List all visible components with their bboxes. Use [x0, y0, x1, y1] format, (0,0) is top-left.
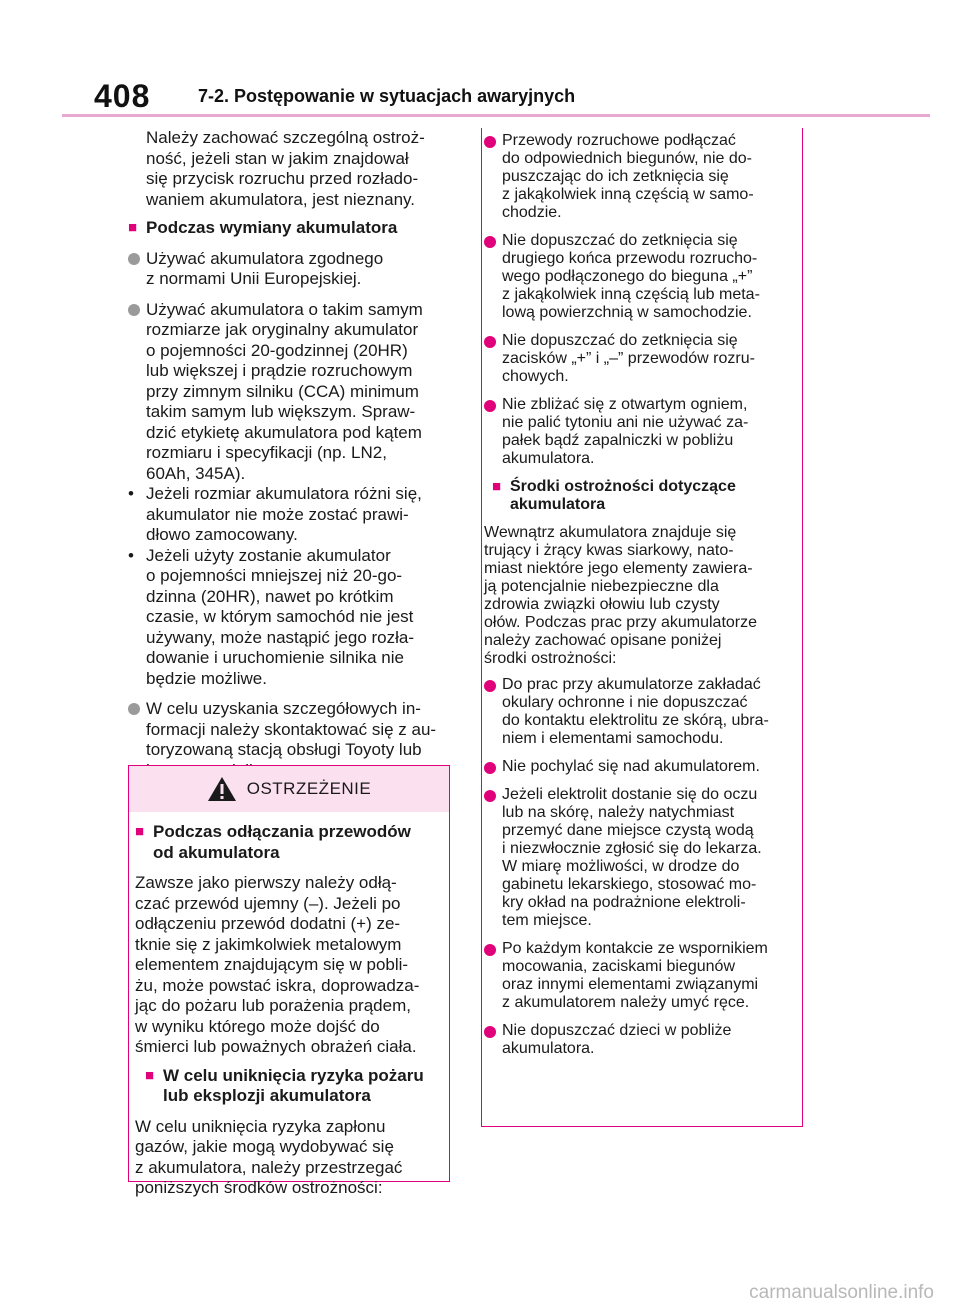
line: takim samym lub większym. Spraw-	[146, 402, 416, 421]
line: tknie się z jakimkolwiek metalowym	[135, 934, 402, 954]
line: rozmiaru i specyfikacji (np. LN2,	[146, 443, 387, 462]
line: zdrowia związki ołowiu lub czysty	[484, 596, 720, 613]
square-bullet-icon: ■	[145, 1066, 155, 1084]
line: lową powierzchnią w samochodzie.	[502, 304, 752, 321]
circle-bullet-icon	[128, 304, 140, 316]
line: środki ostrożności:	[484, 650, 617, 667]
circle-bullet-icon	[484, 336, 496, 348]
line: tem miejsce.	[502, 912, 592, 929]
line: poniższych środków ostrożności:	[135, 1178, 383, 1197]
line: lub na skórę, należy natychmiast	[502, 804, 735, 821]
line: przemyć dane miejsce czystą wodą	[502, 822, 754, 839]
line: o pojemności 20-godzinnej (20HR)	[146, 340, 408, 360]
line: chodzie.	[502, 204, 562, 221]
line: z jakąkolwiek inną częścią lub meta-	[502, 286, 760, 303]
line: W miarę możliwości, w drodze do	[502, 858, 740, 875]
battery-precautions-heading	[484, 478, 796, 514]
line: będzie możliwe.	[146, 668, 267, 688]
line: ołów. Podczas prac przy akumulatorze	[484, 614, 758, 631]
line: W celu uniknięcia ryzyka pożaru	[163, 1065, 424, 1085]
line: dłowo zamocowany.	[146, 525, 298, 544]
line: do odpowiednich biegunów, nie do-	[502, 150, 752, 167]
line: jąc do pożaru lub porażenia prądem,	[135, 996, 411, 1015]
line: lub eksplozji akumulatora	[163, 1086, 371, 1105]
line: Po każdym kontakcie ze wspornikiem	[502, 940, 768, 957]
line: ność, jeżeli stan w jakim znajdował	[146, 148, 409, 168]
line: 60Ah, 345A).	[146, 463, 246, 483]
circle-bullet-icon	[484, 236, 496, 248]
list-item	[484, 1022, 796, 1058]
line: gazów, jakie mogą wydobywać się	[135, 1137, 394, 1156]
line: Nie pochylać się nad akumulatorem.	[502, 758, 760, 775]
list-item	[484, 332, 796, 386]
list-item	[128, 300, 450, 485]
line: akumulatora.	[502, 1040, 595, 1057]
line: rozmiarze jak oryginalny akumulator	[146, 320, 419, 339]
line: do kontaktu elektrolitu ze skórą, ubra-	[502, 712, 769, 729]
line: Środki ostrożności dotyczące	[510, 478, 736, 495]
circle-bullet-icon	[484, 136, 496, 148]
line: i niezwłocznie zgłosić się do lekarza.	[502, 840, 762, 857]
line: trujący i żrący kwas siarkowy, nato-	[484, 542, 734, 559]
line: należy zachować opisane poniżej	[484, 632, 722, 649]
line: puszczając do ich zetknięcia się	[502, 168, 729, 185]
list-item	[484, 786, 796, 930]
line: mocowania, zaciskami biegunów	[502, 958, 735, 975]
warning-paragraph	[135, 1117, 441, 1199]
intro-paragraph	[128, 128, 450, 210]
watermark: carmanualsonline.info	[749, 1282, 934, 1303]
warning-paragraph	[135, 873, 441, 1058]
line: dzić etykietę akumulatora pod kątem	[146, 422, 422, 442]
sub-bullet-mark: •	[128, 484, 134, 503]
precautions-paragraph	[484, 524, 796, 668]
list-item	[484, 940, 796, 1012]
circle-bullet-icon	[484, 400, 496, 412]
heading-text: Podczas wymiany akumulatora	[146, 218, 398, 237]
square-bullet-icon: ■	[128, 219, 138, 236]
line: Używać akumulatora zgodnego	[146, 248, 384, 268]
line: używany, może nastąpić jego rozła-	[146, 627, 415, 647]
warning-header	[129, 766, 449, 812]
line: Nie dopuszczać do zetknięcia się	[502, 232, 738, 249]
line: Podczas odłączania przewodów	[153, 822, 411, 841]
circle-bullet-icon	[484, 790, 496, 802]
warning-triangle-icon	[207, 776, 237, 802]
line: dzinna (20HR), nawet po krótkim	[146, 586, 394, 606]
line: Jeżeli rozmiar akumulatora różni się,	[146, 484, 422, 503]
warning-body	[129, 812, 449, 1199]
list-item	[484, 758, 796, 776]
line: śmierci lub poważnych obrażeń ciała.	[135, 1037, 417, 1056]
line: z jakąkolwiek inną częścią w samo-	[502, 186, 754, 203]
line: odłączeniu przewód dodatni (+) ze-	[135, 914, 401, 933]
line: Jeżeli użyty zostanie akumulator	[146, 545, 391, 565]
line: Nie zbliżać się z otwartym ogniem,	[502, 396, 748, 413]
line: oraz innymi elementami związanymi	[502, 976, 759, 993]
line: w wyniku którego może dojść do	[135, 1016, 380, 1036]
sub-bullet-mark: •	[128, 545, 134, 565]
circle-bullet-icon	[484, 762, 496, 774]
section-title: 7-2. Postępowanie w sytuacjach awaryjnych	[198, 86, 576, 106]
sub-list-item	[128, 484, 450, 546]
left-column	[128, 128, 450, 791]
line: lub większej i prądzie rozruchowym	[146, 361, 413, 380]
circle-bullet-icon	[484, 1026, 496, 1038]
line: Nie dopuszczać do zetknięcia się	[502, 332, 738, 349]
line: Wewnątrz akumulatora znajduje się	[484, 524, 737, 541]
line: gabinetu lekarskiego, stosować mo-	[502, 876, 757, 893]
circle-bullet-icon	[484, 944, 496, 956]
line: waniem akumulatora, jest nieznany.	[146, 189, 415, 209]
line: z akumulatora, należy przestrzegać	[135, 1157, 403, 1177]
sub-list-item	[128, 546, 450, 690]
line: niem i elementami samochodu.	[502, 730, 724, 747]
line: przy zimnym silniku (CCA) minimum	[146, 381, 419, 401]
line: wego podłączonego do bieguna „+”	[502, 268, 753, 285]
line: Używać akumulatora o takim samym	[146, 299, 423, 319]
line: miast niektóre jego elementy zawiera-	[484, 560, 753, 577]
square-bullet-icon: ■	[135, 823, 145, 840]
line: czać przewód ujemny (–). Jeżeli po	[135, 893, 401, 913]
line: kry okład na podrażnione elektroli-	[502, 894, 746, 911]
line: dowanie i uruchomienie silnika nie	[146, 648, 404, 667]
list-item	[484, 396, 796, 468]
line: toryzowaną stacją obsługi Toyoty lub	[146, 740, 422, 759]
warning-box-continued	[481, 128, 803, 1127]
line: formacji należy skontaktować się z au-	[146, 719, 437, 739]
fire-risk-heading	[135, 1066, 441, 1107]
line: okulary ochronne i nie dopuszczać	[502, 694, 748, 711]
line: akumulator nie może zostać prawi-	[146, 504, 409, 524]
line: nie palić tytoniu ani nie używać za-	[502, 414, 749, 431]
list-item	[484, 132, 796, 222]
line: żu, może powstać iskra, doprowadza-	[135, 975, 420, 995]
circle-bullet-icon	[484, 680, 496, 692]
line: chowych.	[502, 368, 569, 385]
line: z normami Unii Europejskiej.	[146, 269, 362, 288]
circle-bullet-icon	[128, 703, 140, 715]
warning-box	[128, 765, 450, 1197]
list-item	[128, 249, 450, 290]
line: od akumulatora	[153, 842, 280, 862]
list-item	[484, 232, 796, 322]
line: Jeżeli elektrolit dostanie się do oczu	[502, 786, 758, 803]
warning-title: OSTRZEŻENIE	[246, 779, 372, 798]
list-item	[484, 676, 796, 748]
line: W celu uzyskania szczegółowych in-	[146, 699, 421, 718]
line: Zawsze jako pierwszy należy odłą-	[135, 873, 397, 892]
line: Należy zachować szczególną ostroż-	[146, 128, 425, 147]
line: ją potencjalnie niebezpieczne dla	[484, 578, 719, 595]
line: pałek bądź zapalniczki w pobliżu	[502, 432, 734, 449]
line: drugiego końca przewodu rozrucho-	[502, 250, 758, 267]
disconnect-heading	[135, 822, 441, 863]
line: akumulatora.	[502, 450, 595, 467]
line: zacisków „+” i „–” przewodów rozru-	[502, 350, 755, 367]
line: W celu uniknięcia ryzyka zapłonu	[135, 1116, 386, 1136]
battery-replacement-heading	[128, 218, 450, 239]
line: Przewody rozruchowe podłączać	[502, 132, 736, 149]
line: z akumulatorem należy umyć ręce.	[502, 994, 750, 1011]
line: Do prac przy akumulatorze zakładać	[502, 676, 761, 693]
header-rule	[62, 114, 930, 117]
line: elementem znajdującym się w pobli-	[135, 955, 409, 974]
line: o pojemności mniejszej niż 20-go-	[146, 566, 403, 585]
line: Nie dopuszczać dzieci w pobliże	[502, 1022, 732, 1039]
page-number: 408	[94, 78, 151, 114]
square-bullet-icon: ■	[492, 478, 502, 495]
line: się przycisk rozruchu przed rozłado-	[146, 169, 419, 188]
line: akumulatora	[510, 496, 606, 513]
circle-bullet-icon	[128, 253, 140, 265]
line: czasie, w którym samochód nie jest	[146, 607, 414, 626]
